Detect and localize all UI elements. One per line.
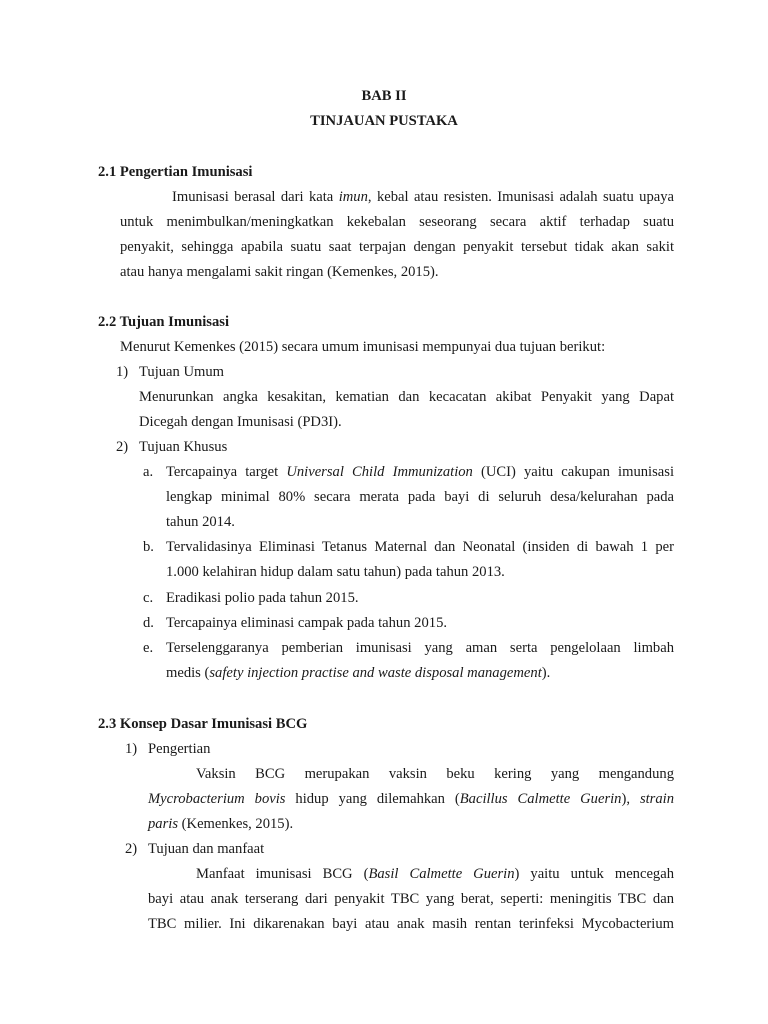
list-number: 2) [125, 841, 138, 857]
text-run: Imunisasi berasal dari kata [172, 189, 339, 205]
section-heading-2-1: 2.1 Pengertian Imunisasi [98, 164, 253, 180]
paragraph-line [166, 665, 550, 682]
paragraph-line [196, 866, 674, 883]
paragraph-line: TBC milier. Ini dikarenakan bayi atau anak masih rentan terinfeksi Mycobacterium [148, 916, 674, 932]
paragraph-line: Dicegah dengan Imunisasi (PD3I). [139, 414, 342, 430]
list-item-label: Tujuan dan manfaat [148, 841, 265, 857]
paragraph-line: Tercapainya eliminasi campak pada tahun 2015. [166, 615, 448, 631]
paragraph-line: Eradikasi polio pada tahun 2015. [166, 590, 359, 606]
italic-term: imun [338, 189, 368, 205]
italic-term: safety injection practise and waste disposal management [209, 665, 542, 681]
paragraph-line: Vaksin BCG merupakan vaksin beku kering yang mengandung [196, 766, 674, 782]
paragraph-line: 1.000 kelahiran hidup dalam satu tahun) pada tahun 2013. [166, 564, 505, 580]
chapter-title: TINJAUAN PUSTAKA [310, 113, 458, 129]
sublist-mark: d. [143, 615, 154, 631]
paragraph-line [166, 464, 674, 481]
list-number: 1) [125, 741, 138, 757]
paragraph-line [148, 791, 674, 808]
italic-term: strain [639, 791, 674, 807]
list-item-label: Tujuan Umum [139, 364, 225, 380]
list-item-label: Tujuan Khusus [139, 439, 228, 455]
italic-term: Universal Child Immunization [286, 464, 473, 480]
italic-term: Bacillus Calmette Guerin [459, 791, 622, 807]
text-run: (Kemenkes, 2015). [178, 816, 294, 832]
list-number: 1) [116, 364, 129, 380]
sublist-mark: e. [143, 640, 154, 656]
paragraph-line: untuk menimbulkan/meningkatkan kekebalan seseorang secara aktif terhadap suatu [120, 214, 674, 230]
sublist-mark: a. [143, 464, 154, 480]
italic-term: Basil Calmette Guerin [368, 866, 515, 882]
text-run: ), [621, 791, 640, 807]
list-item-label: Pengertian [148, 741, 211, 757]
text-run: ). [541, 665, 551, 681]
paragraph-line: atau hanya mengalami sakit ringan (Kemenkes, 2015). [120, 264, 439, 280]
text-run: hidup yang dilemahkan ( [285, 791, 460, 807]
italic-term: paris [148, 816, 179, 832]
text-run: , kebal atau resisten. Imunisasi adalah suatu upaya [367, 189, 674, 205]
italic-term: Mycrobacterium bovis [148, 791, 286, 807]
section-heading-2-3: 2.3 Konsep Dasar Imunisasi BCG [98, 716, 308, 732]
paragraph-line: penyakit, sehingga apabila suatu saat terpajan dengan penyakit tersebut tidak akan sakit [120, 239, 674, 255]
paragraph-line: lengkap minimal 80% secara merata pada bayi di seluruh desa/kelurahan pada [166, 489, 674, 505]
text-run: ) yaitu untuk mencegah [514, 866, 674, 882]
paragraph-line: Menurut Kemenkes (2015) secara umum imunisasi mempunyai dua tujuan berikut: [120, 339, 606, 355]
paragraph-line [172, 189, 674, 206]
list-number: 2) [116, 439, 129, 455]
paragraph-line: tahun 2014. [166, 514, 235, 530]
paragraph-line: Terselenggaranya pemberian imunisasi yang aman serta pengelolaan limbah [166, 640, 674, 656]
paragraph-line: Menurunkan angka kesakitan, kematian dan kecacatan akibat Penyakit yang Dapat [139, 389, 674, 405]
text-run: Tercapainya target [166, 464, 287, 480]
chapter-number: BAB II [361, 88, 407, 104]
paragraph-line: bayi atau anak terserang dari penyakit TBC yang berat, seperti: meningitis TBC dan [148, 891, 674, 907]
section-heading-2-2: 2.2 Tujuan Imunisasi [98, 314, 230, 330]
paragraph-line [148, 816, 293, 833]
paragraph-line: Tervalidasinya Eliminasi Tetanus Maternal dan Neonatal (insiden di bawah 1 per [166, 539, 674, 555]
sublist-mark: b. [143, 539, 154, 555]
text-run: Manfaat imunisasi BCG ( [196, 866, 369, 882]
text-run: medis ( [166, 665, 210, 681]
text-run: (UCI) yaitu cakupan imunisasi [472, 464, 674, 480]
sublist-mark: c. [143, 590, 154, 606]
